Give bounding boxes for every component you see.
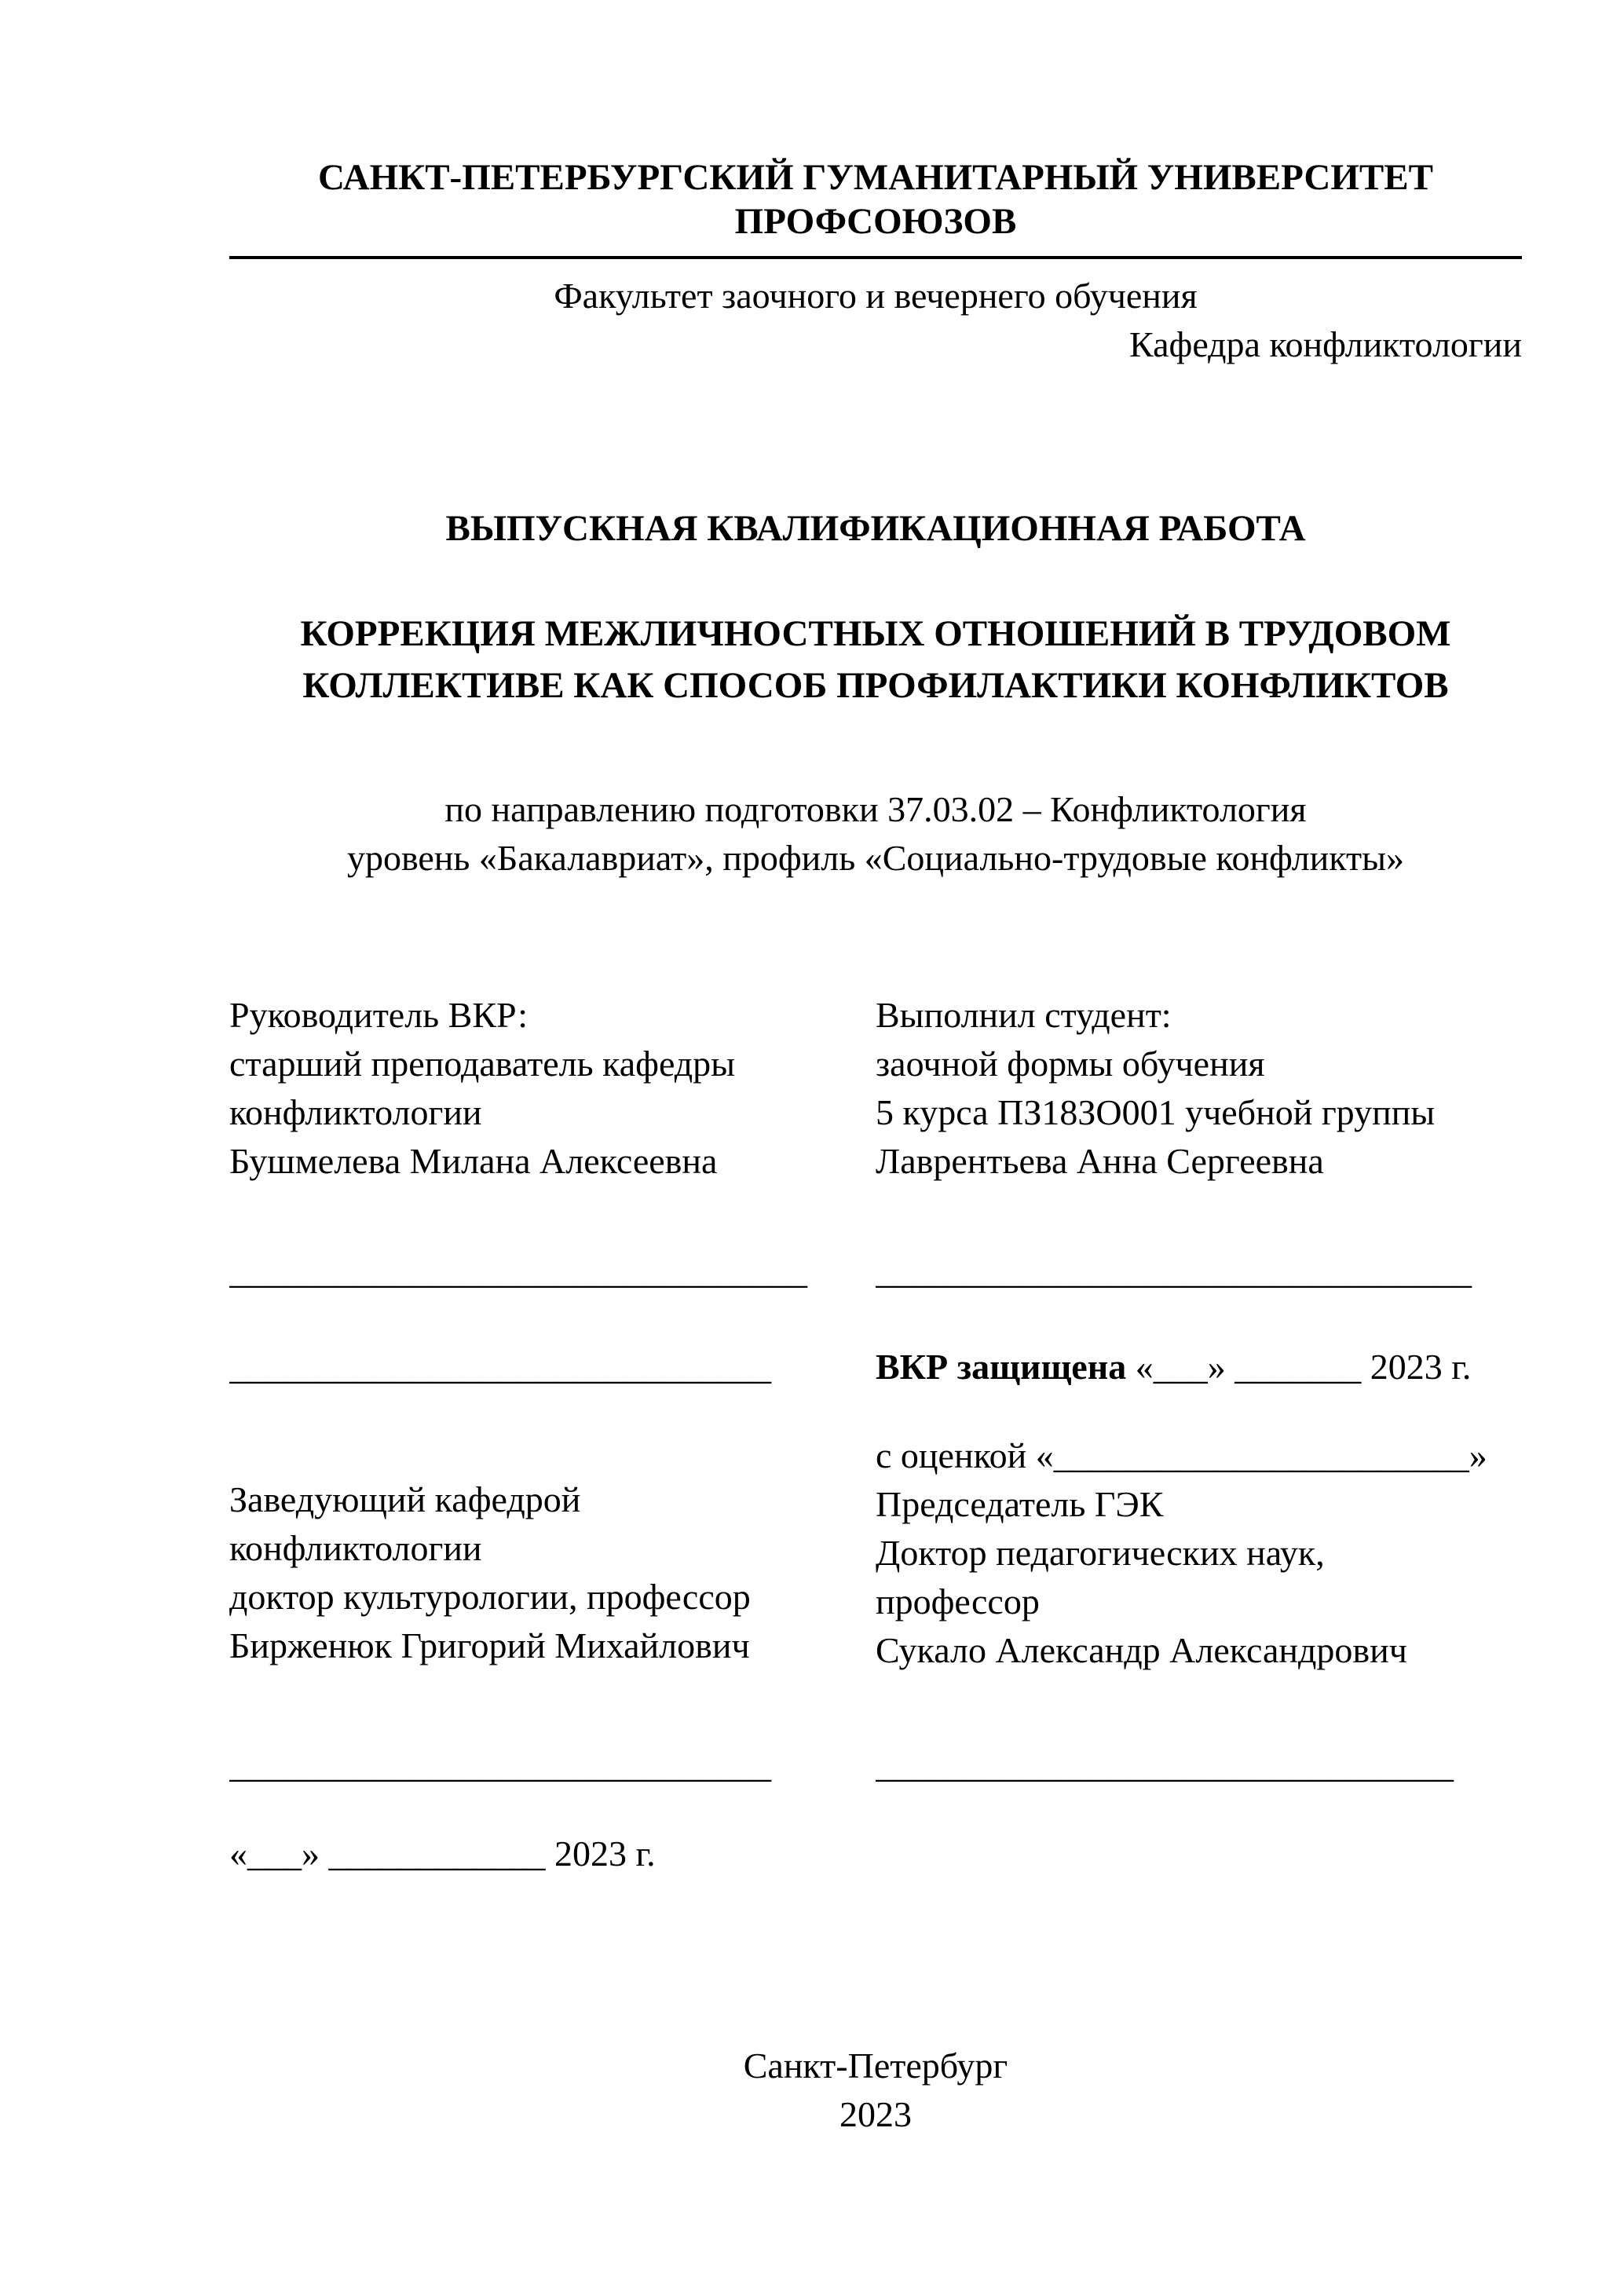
student-column bbox=[876, 991, 1522, 1878]
department-head-role-line2: конфликтологии bbox=[229, 1528, 482, 1568]
department-head-name: Бирженюк Григорий Михайлович bbox=[229, 1625, 750, 1665]
department-head-role-line1: Заведующий кафедрой bbox=[229, 1479, 581, 1519]
chair-degree-line1: Доктор педагогических наук, bbox=[876, 1533, 1325, 1573]
chair-signature-line: ________________________________ bbox=[876, 1745, 1454, 1785]
student-name: Лаврентьева Анна Сергеевна bbox=[876, 1141, 1324, 1181]
page-header bbox=[229, 155, 1522, 369]
chair-name: Сукало Александр Александрович bbox=[876, 1630, 1407, 1670]
student-signature-line: _________________________________ bbox=[876, 1251, 1472, 1291]
supervisor-position-line1: старший преподаватель кафедры bbox=[229, 1044, 736, 1084]
page-footer bbox=[229, 2042, 1522, 2139]
chair-label: Председатель ГЭК bbox=[876, 1484, 1164, 1524]
department-head-signature-line: ______________________________ bbox=[229, 1745, 771, 1785]
defense-label: ВКР защищена bbox=[876, 1347, 1127, 1387]
supervisor-name: Бушмелева Милана Алексеевна bbox=[229, 1141, 718, 1181]
chair-degree-line2: профессор bbox=[876, 1581, 1040, 1621]
student-group-line: 5 курса ПЗ18ЗО001 учебной группы bbox=[876, 1092, 1436, 1132]
department-head-position: доктор культурологии, профессор bbox=[229, 1577, 751, 1617]
work-type-title: ВЫПУСКНАЯ КВАЛИФИКАЦИОННАЯ РАБОТА bbox=[445, 508, 1306, 549]
thesis-title: КОРРЕКЦИЯ МЕЖЛИЧНОСТНЫХ ОТНОШЕНИЙ В ТРУДОВОМ КОЛЛЕКТИВЕ КАК СПОСОБ ПРОФИЛАКТИКИ КОНФЛИКТОВ bbox=[300, 613, 1451, 706]
supervisor-position-line2: конфликтологии bbox=[229, 1092, 482, 1132]
header-rule bbox=[229, 155, 1522, 259]
program-block bbox=[229, 785, 1522, 883]
student-study-form: заочной формы обучения bbox=[876, 1044, 1265, 1084]
signature-columns bbox=[229, 991, 1522, 1878]
supervisor-role-label: Руководитель ВКР: bbox=[229, 995, 529, 1035]
supervisor-column bbox=[229, 991, 837, 1878]
footer-city: Санкт-Петербург bbox=[743, 2046, 1008, 2086]
defense-date-blank: «___» _______ 2023 г. bbox=[1135, 1347, 1472, 1387]
department-head-date-line: «___» ____________ 2023 г. bbox=[229, 1834, 656, 1874]
footer-year: 2023 bbox=[839, 2094, 912, 2134]
program-level-line: уровень «Бакалавриат», профиль «Социально-трудовые конфликты» bbox=[346, 838, 1405, 878]
supervisor-signature-line-1: ________________________________ bbox=[229, 1251, 807, 1291]
grade-line: с оценкой «_______________________» bbox=[876, 1435, 1487, 1475]
faculty-line: Факультет заочного и вечернего обучения bbox=[554, 276, 1198, 316]
title-block bbox=[229, 504, 1522, 1878]
student-label: Выполнил студент: bbox=[876, 995, 1172, 1035]
defense-line bbox=[876, 1343, 1522, 1391]
university-name: САНКТ-ПЕТЕРБУРГСКИЙ ГУМАНИТАРНЫЙ УНИВЕРСИТЕТ ПРОФСОЮЗОВ bbox=[318, 157, 1433, 242]
program-direction-line: по направлению подготовки 37.03.02 – Конфликтология bbox=[444, 789, 1307, 829]
supervisor-signature-line-2: ______________________________ bbox=[229, 1347, 771, 1387]
department-line: Кафедра конфликтологии bbox=[1129, 324, 1522, 364]
